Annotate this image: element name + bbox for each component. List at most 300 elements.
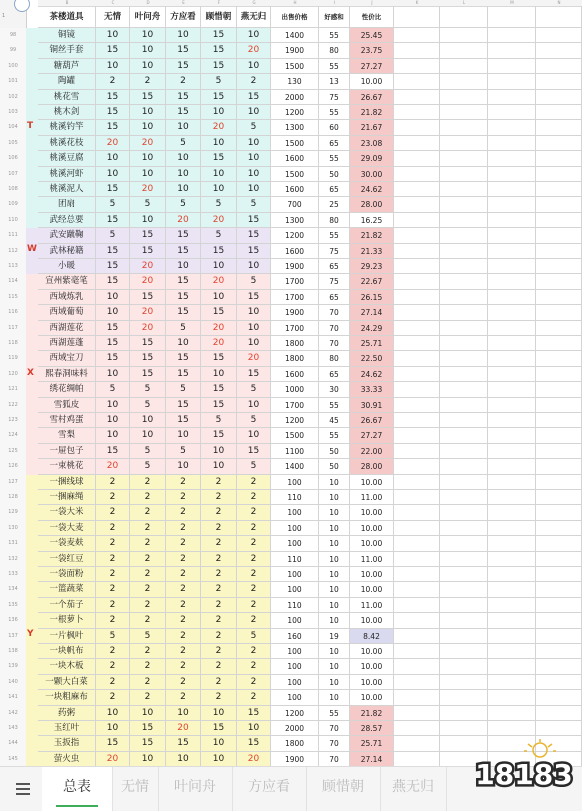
- data-cell[interactable]: 2: [130, 690, 166, 705]
- empty-cell[interactable]: [440, 459, 488, 474]
- item-name-cell[interactable]: 一块粗麻布: [38, 690, 96, 705]
- ratio-cell[interactable]: 29.09: [350, 151, 394, 166]
- group-cell[interactable]: [26, 28, 38, 43]
- empty-cell[interactable]: [536, 459, 582, 474]
- data-cell[interactable]: 15: [201, 244, 237, 259]
- empty-cell[interactable]: [488, 382, 536, 397]
- empty-cell[interactable]: [488, 444, 536, 459]
- item-name-cell[interactable]: 武经总要: [38, 213, 96, 228]
- data-cell[interactable]: 15: [96, 351, 130, 366]
- data-cell[interactable]: 10: [319, 675, 350, 690]
- row-number[interactable]: 145: [0, 752, 27, 766]
- data-cell[interactable]: 10: [130, 105, 166, 120]
- data-cell[interactable]: 10: [166, 259, 201, 274]
- sheet-tab[interactable]: 无情: [112, 767, 159, 811]
- ratio-cell[interactable]: 30.91: [350, 398, 394, 413]
- data-cell[interactable]: 75: [319, 274, 350, 289]
- data-cell[interactable]: 2: [96, 475, 130, 490]
- group-cell[interactable]: [26, 351, 38, 366]
- group-cell[interactable]: [26, 336, 38, 351]
- data-cell[interactable]: 2: [166, 659, 201, 674]
- data-cell[interactable]: 5: [130, 398, 166, 413]
- group-cell[interactable]: [26, 706, 38, 721]
- sheet-tab[interactable]: 方应看: [232, 767, 307, 811]
- row-number[interactable]: 99: [0, 43, 27, 58]
- group-cell[interactable]: [26, 659, 38, 674]
- item-name-cell[interactable]: 西域宝刀: [38, 351, 96, 366]
- data-cell[interactable]: 100: [271, 690, 319, 705]
- empty-cell[interactable]: [440, 28, 488, 43]
- data-cell[interactable]: 2: [130, 613, 166, 628]
- data-cell[interactable]: 2: [237, 675, 271, 690]
- data-cell[interactable]: 2: [96, 690, 130, 705]
- data-cell[interactable]: 1800: [271, 736, 319, 751]
- empty-cell[interactable]: [394, 644, 440, 659]
- data-cell[interactable]: 15: [166, 244, 201, 259]
- data-cell[interactable]: 15: [201, 721, 237, 736]
- column-letter[interactable]: J: [350, 0, 394, 7]
- row-number[interactable]: 127: [0, 475, 27, 490]
- data-cell[interactable]: 2: [96, 552, 130, 567]
- empty-cell[interactable]: [488, 120, 536, 135]
- empty-cell[interactable]: [394, 490, 440, 505]
- item-name-cell[interactable]: 桃溪花枝: [38, 136, 96, 151]
- empty-cell[interactable]: [440, 398, 488, 413]
- data-cell[interactable]: 20: [130, 259, 166, 274]
- data-cell[interactable]: 10: [319, 613, 350, 628]
- empty-cell[interactable]: [440, 706, 488, 721]
- empty-cell[interactable]: [488, 244, 536, 259]
- data-cell[interactable]: 10: [237, 305, 271, 320]
- row-number[interactable]: 101: [0, 74, 27, 89]
- data-cell[interactable]: 2: [166, 690, 201, 705]
- row-number[interactable]: 138: [0, 644, 27, 659]
- data-cell[interactable]: 65: [319, 290, 350, 305]
- menu-icon[interactable]: [16, 783, 30, 795]
- data-cell[interactable]: 100: [271, 613, 319, 628]
- data-cell[interactable]: 5: [96, 629, 130, 644]
- row-number[interactable]: 143: [0, 721, 27, 736]
- ratio-cell[interactable]: 23.08: [350, 136, 394, 151]
- group-cell[interactable]: [26, 228, 38, 243]
- row-number[interactable]: 128: [0, 490, 27, 505]
- empty-cell[interactable]: [536, 398, 582, 413]
- item-name-cell[interactable]: 西湖莲花: [38, 321, 96, 336]
- data-cell[interactable]: 110: [271, 598, 319, 613]
- data-cell[interactable]: 15: [96, 90, 130, 105]
- row-number[interactable]: 105: [0, 136, 27, 151]
- row-number[interactable]: 103: [0, 105, 27, 120]
- empty-cell[interactable]: [394, 228, 440, 243]
- ratio-cell[interactable]: 10.00: [350, 690, 394, 705]
- data-cell[interactable]: 10: [166, 28, 201, 43]
- header-cell[interactable]: 出售价格: [271, 6, 319, 28]
- data-cell[interactable]: 2: [237, 598, 271, 613]
- empty-cell[interactable]: [440, 90, 488, 105]
- group-cell[interactable]: [26, 690, 38, 705]
- empty-cell[interactable]: [394, 582, 440, 597]
- empty-cell[interactable]: [488, 536, 536, 551]
- data-cell[interactable]: 10: [237, 398, 271, 413]
- data-cell[interactable]: 10: [319, 659, 350, 674]
- group-cell[interactable]: [26, 305, 38, 320]
- data-cell[interactable]: 15: [237, 367, 271, 382]
- data-cell[interactable]: 2: [201, 582, 237, 597]
- row-number[interactable]: 122: [0, 398, 27, 413]
- data-cell[interactable]: 10: [201, 105, 237, 120]
- data-cell[interactable]: 15: [96, 182, 130, 197]
- item-name-cell[interactable]: 桃木剑: [38, 105, 96, 120]
- ratio-cell[interactable]: 11.00: [350, 598, 394, 613]
- ratio-cell[interactable]: 25.45: [350, 28, 394, 43]
- data-cell[interactable]: 20: [166, 721, 201, 736]
- data-cell[interactable]: 10: [96, 706, 130, 721]
- empty-cell[interactable]: [536, 428, 582, 443]
- sheet-tab[interactable]: 燕无归: [380, 767, 447, 811]
- empty-cell[interactable]: [488, 151, 536, 166]
- row-number[interactable]: 120: [0, 367, 27, 382]
- item-name-cell[interactable]: 一袋麦麸: [38, 536, 96, 551]
- data-cell[interactable]: 1900: [271, 752, 319, 766]
- row-number[interactable]: 113: [0, 259, 27, 274]
- data-cell[interactable]: 2000: [271, 721, 319, 736]
- data-cell[interactable]: 1100: [271, 444, 319, 459]
- empty-cell[interactable]: [536, 659, 582, 674]
- empty-cell[interactable]: [394, 629, 440, 644]
- data-cell[interactable]: 15: [96, 213, 130, 228]
- data-cell[interactable]: 10: [237, 105, 271, 120]
- column-letter[interactable]: F: [201, 0, 237, 7]
- data-cell[interactable]: 25: [319, 197, 350, 212]
- empty-cell[interactable]: [536, 690, 582, 705]
- data-cell[interactable]: 15: [166, 413, 201, 428]
- data-cell[interactable]: 55: [319, 59, 350, 74]
- row-number[interactable]: 110: [0, 213, 27, 228]
- empty-cell[interactable]: [394, 505, 440, 520]
- column-letter[interactable]: K: [394, 0, 440, 7]
- ratio-cell[interactable]: 28.57: [350, 721, 394, 736]
- data-cell[interactable]: 1200: [271, 228, 319, 243]
- empty-cell[interactable]: [488, 90, 536, 105]
- data-cell[interactable]: 5: [237, 382, 271, 397]
- empty-cell[interactable]: [440, 182, 488, 197]
- empty-cell[interactable]: [394, 259, 440, 274]
- empty-cell[interactable]: [394, 752, 440, 766]
- item-name-cell[interactable]: 一袋大米: [38, 505, 96, 520]
- data-cell[interactable]: 2: [201, 675, 237, 690]
- empty-cell[interactable]: [440, 274, 488, 289]
- data-cell[interactable]: 80: [319, 213, 350, 228]
- data-cell[interactable]: 70: [319, 336, 350, 351]
- header-cell[interactable]: 燕无归: [237, 6, 271, 28]
- data-cell[interactable]: 10: [130, 59, 166, 74]
- data-cell[interactable]: 15: [96, 444, 130, 459]
- empty-cell[interactable]: [440, 213, 488, 228]
- data-cell[interactable]: 1500: [271, 59, 319, 74]
- empty-cell[interactable]: [488, 644, 536, 659]
- data-cell[interactable]: 15: [201, 305, 237, 320]
- data-cell[interactable]: 10: [201, 752, 237, 766]
- data-cell[interactable]: 2: [166, 582, 201, 597]
- item-name-cell[interactable]: 桃溪豆腐: [38, 151, 96, 166]
- data-cell[interactable]: 5: [166, 136, 201, 151]
- data-cell[interactable]: 15: [237, 444, 271, 459]
- data-cell[interactable]: 1900: [271, 43, 319, 58]
- data-cell[interactable]: 10: [201, 182, 237, 197]
- group-cell[interactable]: [26, 428, 38, 443]
- row-number[interactable]: 118: [0, 336, 27, 351]
- empty-cell[interactable]: [394, 444, 440, 459]
- data-cell[interactable]: 10: [96, 305, 130, 320]
- group-cell[interactable]: [26, 290, 38, 305]
- item-name-cell[interactable]: 团扇: [38, 197, 96, 212]
- empty-cell[interactable]: [440, 259, 488, 274]
- item-name-cell[interactable]: 一个茄子: [38, 598, 96, 613]
- empty-cell[interactable]: [440, 351, 488, 366]
- item-name-cell[interactable]: 玉红叶: [38, 721, 96, 736]
- empty-cell[interactable]: [394, 398, 440, 413]
- data-cell[interactable]: 70: [319, 736, 350, 751]
- data-cell[interactable]: 1200: [271, 105, 319, 120]
- data-cell[interactable]: 20: [237, 351, 271, 366]
- data-cell[interactable]: 2: [96, 567, 130, 582]
- ratio-cell[interactable]: 21.33: [350, 244, 394, 259]
- data-cell[interactable]: 5: [130, 444, 166, 459]
- data-cell[interactable]: 20: [130, 321, 166, 336]
- data-cell[interactable]: 2: [237, 659, 271, 674]
- item-name-cell[interactable]: 一袋红豆: [38, 552, 96, 567]
- data-cell[interactable]: 2: [130, 521, 166, 536]
- ratio-cell[interactable]: 21.67: [350, 120, 394, 135]
- empty-cell[interactable]: [536, 382, 582, 397]
- data-cell[interactable]: 160: [271, 629, 319, 644]
- row-number[interactable]: 144: [0, 736, 27, 751]
- data-cell[interactable]: 15: [96, 259, 130, 274]
- empty-cell[interactable]: [536, 151, 582, 166]
- data-cell[interactable]: 20: [130, 274, 166, 289]
- data-cell[interactable]: 15: [237, 706, 271, 721]
- data-cell[interactable]: 2: [130, 644, 166, 659]
- data-cell[interactable]: 2: [96, 505, 130, 520]
- item-name-cell[interactable]: 雪狐皮: [38, 398, 96, 413]
- data-cell[interactable]: 2: [237, 644, 271, 659]
- data-cell[interactable]: 10: [237, 151, 271, 166]
- row-number[interactable]: 124: [0, 428, 27, 443]
- ratio-cell[interactable]: 27.14: [350, 752, 394, 766]
- data-cell[interactable]: 2: [96, 490, 130, 505]
- data-cell[interactable]: 10: [130, 413, 166, 428]
- empty-cell[interactable]: [440, 598, 488, 613]
- data-cell[interactable]: 2: [201, 475, 237, 490]
- item-name-cell[interactable]: 宣州紫毫笔: [38, 274, 96, 289]
- group-cell[interactable]: [26, 197, 38, 212]
- group-cell[interactable]: [26, 274, 38, 289]
- data-cell[interactable]: 15: [237, 90, 271, 105]
- empty-cell[interactable]: [488, 274, 536, 289]
- item-name-cell[interactable]: 萤火虫: [38, 752, 96, 766]
- ratio-cell[interactable]: 10.00: [350, 582, 394, 597]
- data-cell[interactable]: 10: [96, 59, 130, 74]
- group-cell[interactable]: [26, 459, 38, 474]
- data-cell[interactable]: 1000: [271, 382, 319, 397]
- group-cell[interactable]: [26, 444, 38, 459]
- item-name-cell[interactable]: 雪梨: [38, 428, 96, 443]
- data-cell[interactable]: 2: [201, 629, 237, 644]
- empty-header-cell[interactable]: [394, 6, 440, 28]
- empty-cell[interactable]: [536, 552, 582, 567]
- empty-cell[interactable]: [536, 721, 582, 736]
- row-number[interactable]: 107: [0, 167, 27, 182]
- data-cell[interactable]: 15: [237, 228, 271, 243]
- select-all-handle[interactable]: [14, 0, 30, 12]
- data-cell[interactable]: 5: [166, 382, 201, 397]
- empty-cell[interactable]: [440, 567, 488, 582]
- column-letter[interactable]: H: [271, 0, 319, 7]
- empty-cell[interactable]: [440, 336, 488, 351]
- data-cell[interactable]: 10: [130, 28, 166, 43]
- empty-cell[interactable]: [440, 167, 488, 182]
- empty-cell[interactable]: [536, 274, 582, 289]
- item-name-cell[interactable]: 玉扳指: [38, 736, 96, 751]
- data-cell[interactable]: 5: [166, 444, 201, 459]
- data-cell[interactable]: 10: [237, 428, 271, 443]
- empty-cell[interactable]: [536, 367, 582, 382]
- empty-cell[interactable]: [394, 43, 440, 58]
- data-cell[interactable]: 70: [319, 721, 350, 736]
- data-cell[interactable]: 10: [166, 182, 201, 197]
- data-cell[interactable]: 10: [319, 536, 350, 551]
- empty-cell[interactable]: [536, 536, 582, 551]
- ratio-cell[interactable]: 10.00: [350, 567, 394, 582]
- empty-cell[interactable]: [394, 598, 440, 613]
- row-number[interactable]: 108: [0, 182, 27, 197]
- empty-cell[interactable]: [440, 321, 488, 336]
- item-name-cell[interactable]: 一块木板: [38, 659, 96, 674]
- data-cell[interactable]: 2: [201, 659, 237, 674]
- empty-cell[interactable]: [440, 305, 488, 320]
- data-cell[interactable]: 70: [319, 752, 350, 766]
- data-cell[interactable]: 2: [130, 475, 166, 490]
- data-cell[interactable]: 10: [166, 752, 201, 766]
- data-cell[interactable]: 15: [96, 736, 130, 751]
- data-cell[interactable]: 10: [96, 398, 130, 413]
- data-cell[interactable]: 55: [319, 398, 350, 413]
- empty-cell[interactable]: [488, 706, 536, 721]
- data-cell[interactable]: 100: [271, 582, 319, 597]
- item-name-cell[interactable]: 西域葡萄: [38, 305, 96, 320]
- header-cell[interactable]: 无情: [96, 6, 130, 28]
- data-cell[interactable]: 15: [201, 382, 237, 397]
- data-cell[interactable]: 10: [201, 444, 237, 459]
- data-cell[interactable]: 15: [130, 336, 166, 351]
- ratio-cell[interactable]: 11.00: [350, 552, 394, 567]
- header-cell[interactable]: 顾惜朝: [201, 6, 237, 28]
- column-letter[interactable]: G: [237, 0, 271, 7]
- empty-cell[interactable]: [394, 367, 440, 382]
- data-cell[interactable]: 5: [201, 413, 237, 428]
- empty-cell[interactable]: [394, 567, 440, 582]
- group-cell[interactable]: [26, 382, 38, 397]
- data-cell[interactable]: 15: [130, 367, 166, 382]
- empty-cell[interactable]: [394, 428, 440, 443]
- data-cell[interactable]: 75: [319, 244, 350, 259]
- data-cell[interactable]: 15: [130, 721, 166, 736]
- data-cell[interactable]: 10: [166, 151, 201, 166]
- group-cell[interactable]: [26, 675, 38, 690]
- data-cell[interactable]: 2: [130, 74, 166, 89]
- empty-cell[interactable]: [488, 259, 536, 274]
- group-cell[interactable]: [26, 167, 38, 182]
- empty-cell[interactable]: [440, 244, 488, 259]
- data-cell[interactable]: 5: [166, 197, 201, 212]
- data-cell[interactable]: 20: [130, 305, 166, 320]
- data-cell[interactable]: 15: [237, 736, 271, 751]
- data-cell[interactable]: 10: [166, 706, 201, 721]
- item-name-cell[interactable]: 西域炼乳: [38, 290, 96, 305]
- data-cell[interactable]: 2: [201, 552, 237, 567]
- empty-cell[interactable]: [536, 582, 582, 597]
- data-cell[interactable]: 2: [96, 582, 130, 597]
- data-cell[interactable]: 15: [166, 305, 201, 320]
- empty-cell[interactable]: [488, 367, 536, 382]
- empty-cell[interactable]: [536, 351, 582, 366]
- data-cell[interactable]: 10: [237, 336, 271, 351]
- empty-cell[interactable]: [536, 182, 582, 197]
- data-cell[interactable]: 10: [130, 752, 166, 766]
- data-cell[interactable]: 10: [237, 321, 271, 336]
- data-cell[interactable]: 10: [96, 721, 130, 736]
- empty-cell[interactable]: [440, 428, 488, 443]
- empty-cell[interactable]: [394, 536, 440, 551]
- data-cell[interactable]: 5: [130, 197, 166, 212]
- empty-cell[interactable]: [488, 629, 536, 644]
- data-cell[interactable]: 15: [166, 43, 201, 58]
- data-cell[interactable]: 10: [237, 59, 271, 74]
- empty-cell[interactable]: [440, 521, 488, 536]
- data-cell[interactable]: 2: [130, 598, 166, 613]
- empty-cell[interactable]: [394, 413, 440, 428]
- data-cell[interactable]: 5: [130, 459, 166, 474]
- data-cell[interactable]: 10: [166, 167, 201, 182]
- data-cell[interactable]: 2: [96, 598, 130, 613]
- empty-cell[interactable]: [394, 382, 440, 397]
- data-cell[interactable]: 1700: [271, 398, 319, 413]
- data-cell[interactable]: 20: [237, 752, 271, 766]
- empty-cell[interactable]: [440, 382, 488, 397]
- data-cell[interactable]: 1400: [271, 459, 319, 474]
- data-cell[interactable]: 15: [96, 336, 130, 351]
- data-cell[interactable]: 10: [319, 521, 350, 536]
- empty-cell[interactable]: [488, 659, 536, 674]
- empty-cell[interactable]: [536, 567, 582, 582]
- empty-cell[interactable]: [394, 182, 440, 197]
- empty-cell[interactable]: [440, 151, 488, 166]
- row-number[interactable]: 114: [0, 274, 27, 289]
- header-cell[interactable]: 好感和: [319, 6, 350, 28]
- empty-cell[interactable]: [394, 120, 440, 135]
- ratio-cell[interactable]: 29.23: [350, 259, 394, 274]
- data-cell[interactable]: 15: [166, 59, 201, 74]
- data-cell[interactable]: 2: [237, 536, 271, 551]
- data-cell[interactable]: 2: [96, 74, 130, 89]
- data-cell[interactable]: 10: [319, 505, 350, 520]
- data-cell[interactable]: 2: [96, 659, 130, 674]
- empty-cell[interactable]: [536, 706, 582, 721]
- ratio-cell[interactable]: 22.50: [350, 351, 394, 366]
- data-cell[interactable]: 2: [237, 490, 271, 505]
- data-cell[interactable]: 15: [201, 28, 237, 43]
- data-cell[interactable]: 10: [201, 136, 237, 151]
